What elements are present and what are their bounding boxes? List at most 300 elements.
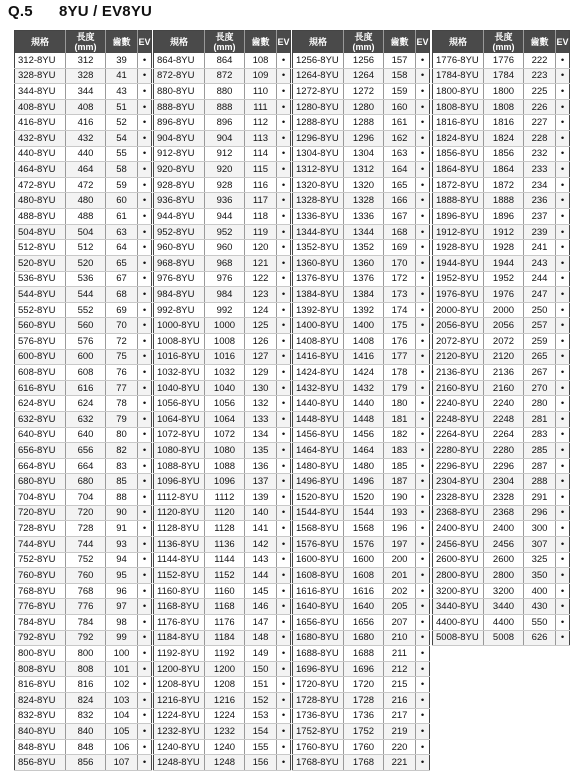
cell-length: 1280 [344,99,384,115]
table-row [433,224,570,240]
cell-spec: 1752-8YU [293,724,344,740]
cell-teeth: 133 [245,412,277,428]
table-row [15,755,152,771]
table-row [15,177,152,193]
cell-ev-mark: • [138,365,152,381]
header-spec: 規格 [433,31,484,54]
cell-teeth: 100 [106,646,138,662]
cell-ev-mark: • [556,474,570,490]
cell-length: 928 [205,177,245,193]
table-row [15,146,152,162]
cell-length: 936 [205,193,245,209]
cell-ev-mark: • [138,287,152,303]
cell-spec: 1800-8YU [433,84,484,100]
cell-teeth: 169 [384,240,416,256]
cell-ev-mark: • [416,318,430,334]
cell-teeth: 126 [245,333,277,349]
cell-length: 632 [66,412,106,428]
cell-length: 1000 [205,318,245,334]
cell-ev-mark: • [416,739,430,755]
cell-spec: 1688-8YU [293,646,344,662]
table-header-row [293,31,430,54]
cell-length: 1760 [344,739,384,755]
cell-teeth: 106 [106,739,138,755]
cell-teeth: 83 [106,458,138,474]
cell-length: 984 [205,287,245,303]
cell-length: 1360 [344,255,384,271]
cell-length: 872 [205,68,245,84]
cell-length: 992 [205,302,245,318]
cell-teeth: 164 [384,162,416,178]
cell-teeth: 219 [384,724,416,740]
cell-teeth: 111 [245,99,277,115]
cell-spec: 1656-8YU [293,614,344,630]
cell-teeth: 187 [384,474,416,490]
cell-length: 1432 [344,380,384,396]
cell-spec: 1128-8YU [154,521,205,537]
cell-ev-mark: • [277,568,291,584]
cell-length: 1128 [205,521,245,537]
cell-ev-mark: • [556,583,570,599]
cell-length: 1232 [205,724,245,740]
cell-spec: 1736-8YU [293,708,344,724]
cell-teeth: 160 [384,99,416,115]
table-row [15,68,152,84]
cell-ev-mark: • [138,505,152,521]
cell-ev-mark: • [416,474,430,490]
cell-teeth: 91 [106,521,138,537]
cell-ev-mark: • [277,240,291,256]
cell-length: 480 [66,193,106,209]
cell-teeth: 237 [524,209,556,225]
cell-teeth: 125 [245,318,277,334]
cell-teeth: 197 [384,536,416,552]
table-row [154,599,291,615]
cell-teeth: 270 [524,380,556,396]
cell-length: 1344 [344,224,384,240]
cell-teeth: 178 [384,365,416,381]
cell-spec: 560-8YU [15,318,66,334]
cell-length: 4400 [484,614,524,630]
cell-length: 1872 [484,177,524,193]
cell-length: 920 [205,162,245,178]
cell-teeth: 143 [245,552,277,568]
cell-length: 1784 [484,68,524,84]
table-row [293,536,430,552]
table-row [293,692,430,708]
cell-teeth: 550 [524,614,556,630]
cell-length: 1600 [344,552,384,568]
cell-length: 968 [205,255,245,271]
cell-ev-mark: • [138,739,152,755]
header-length: 長度 (mm) [66,31,106,54]
cell-teeth: 51 [106,99,138,115]
table-row [293,333,430,349]
cell-length: 624 [66,396,106,412]
table-row [15,84,152,100]
cell-spec: 1888-8YU [433,193,484,209]
cell-ev-mark: • [556,99,570,115]
cell-length: 1056 [205,396,245,412]
cell-teeth: 281 [524,412,556,428]
cell-length: 1096 [205,474,245,490]
table-row [293,193,430,209]
cell-length: 464 [66,162,106,178]
header-length: 長度 (mm) [484,31,524,54]
table-row [154,661,291,677]
cell-ev-mark: • [138,146,152,162]
cell-ev-mark: • [277,474,291,490]
cell-teeth: 105 [106,724,138,740]
table-row [154,536,291,552]
cell-ev-mark: • [277,490,291,506]
cell-ev-mark: • [416,458,430,474]
cell-spec: 2160-8YU [433,380,484,396]
cell-teeth: 165 [384,177,416,193]
cell-spec: 1680-8YU [293,630,344,646]
cell-spec: 2304-8YU [433,474,484,490]
table-row [15,209,152,225]
cell-length: 864 [205,53,245,68]
cell-ev-mark: • [416,287,430,303]
cell-spec: 576-8YU [15,333,66,349]
cell-length: 2280 [484,443,524,459]
cell-teeth: 300 [524,521,556,537]
table-row [154,255,291,271]
cell-teeth: 626 [524,630,556,646]
table-row [433,521,570,537]
cell-spec: 816-8YU [15,677,66,693]
cell-ev-mark: • [138,630,152,646]
cell-spec: 912-8YU [154,146,205,162]
cell-ev-mark: • [556,568,570,584]
cell-ev-mark: • [556,427,570,443]
cell-length: 1272 [344,84,384,100]
cell-spec: 1448-8YU [293,412,344,428]
cell-spec: 1912-8YU [433,224,484,240]
cell-teeth: 280 [524,396,556,412]
cell-spec: 1872-8YU [433,177,484,193]
table-row [154,474,291,490]
table-row [293,287,430,303]
cell-ev-mark: • [416,412,430,428]
table-row [15,458,152,474]
cell-teeth: 110 [245,84,277,100]
cell-spec: 720-8YU [15,505,66,521]
cell-length: 440 [66,146,106,162]
cell-teeth: 136 [245,458,277,474]
cell-ev-mark: • [138,552,152,568]
cell-ev-mark: • [138,255,152,271]
cell-ev-mark: • [277,115,291,131]
cell-ev-mark: • [277,53,291,68]
cell-length: 640 [66,427,106,443]
cell-teeth: 162 [384,131,416,147]
cell-length: 848 [66,739,106,755]
cell-teeth: 68 [106,287,138,303]
cell-teeth: 172 [384,271,416,287]
cell-length: 704 [66,490,106,506]
cell-spec: 1248-8YU [154,755,205,771]
table-row [433,255,570,271]
cell-teeth: 97 [106,599,138,615]
cell-spec: 704-8YU [15,490,66,506]
cell-ev-mark: • [416,255,430,271]
cell-length: 1160 [205,583,245,599]
cell-ev-mark: • [416,583,430,599]
table-row [433,209,570,225]
cell-spec: 432-8YU [15,131,66,147]
cell-length: 1736 [344,708,384,724]
cell-teeth: 72 [106,333,138,349]
cell-teeth: 108 [245,53,277,68]
cell-teeth: 239 [524,224,556,240]
cell-teeth: 118 [245,209,277,225]
cell-length: 3440 [484,599,524,615]
table-row [154,427,291,443]
table-row [293,177,430,193]
cell-ev-mark: • [556,162,570,178]
cell-ev-mark: • [277,505,291,521]
cell-teeth: 174 [384,302,416,318]
table-row [15,193,152,209]
table-row [154,131,291,147]
cell-spec: 1384-8YU [293,287,344,303]
cell-ev-mark: • [416,302,430,318]
cell-spec: 856-8YU [15,755,66,771]
table-row [15,474,152,490]
cell-ev-mark: • [277,224,291,240]
cell-ev-mark: • [277,677,291,693]
cell-teeth: 241 [524,240,556,256]
cell-length: 840 [66,724,106,740]
table-row [433,552,570,568]
cell-teeth: 114 [245,146,277,162]
cell-length: 1656 [344,614,384,630]
cell-teeth: 179 [384,380,416,396]
table-row [433,443,570,459]
table-row [15,53,152,68]
cell-teeth: 135 [245,443,277,459]
cell-teeth: 113 [245,131,277,147]
cell-spec: 1280-8YU [293,99,344,115]
cell-ev-mark: • [556,115,570,131]
cell-spec: 872-8YU [154,68,205,84]
cell-teeth: 79 [106,412,138,428]
cell-teeth: 215 [384,677,416,693]
cell-spec: 2240-8YU [433,396,484,412]
cell-ev-mark: • [277,443,291,459]
table-row [293,552,430,568]
table-row [433,412,570,428]
cell-ev-mark: • [138,84,152,100]
cell-teeth: 85 [106,474,138,490]
cell-teeth: 152 [245,692,277,708]
cell-teeth: 193 [384,505,416,521]
table-row [154,162,291,178]
table-row [154,302,291,318]
table-row [293,99,430,115]
table-row [15,490,152,506]
cell-length: 784 [66,614,106,630]
cell-spec: 1464-8YU [293,443,344,459]
cell-ev-mark: • [416,646,430,662]
cell-ev-mark: • [138,271,152,287]
spec-table [14,30,152,771]
cell-length: 1080 [205,443,245,459]
cell-ev-mark: • [277,552,291,568]
cell-teeth: 104 [106,708,138,724]
cell-teeth: 107 [106,755,138,771]
cell-spec: 1184-8YU [154,630,205,646]
cell-ev-mark: • [556,271,570,287]
cell-spec: 1192-8YU [154,646,205,662]
cell-spec: 616-8YU [15,380,66,396]
table-row [433,99,570,115]
cell-teeth: 267 [524,365,556,381]
table-row [154,568,291,584]
table-header-row [433,31,570,54]
cell-ev-mark: • [556,443,570,459]
cell-length: 1456 [344,427,384,443]
cell-spec: 1288-8YU [293,115,344,131]
cell-spec: 2456-8YU [433,536,484,552]
cell-length: 1152 [205,568,245,584]
cell-ev-mark: • [138,99,152,115]
cell-teeth: 210 [384,630,416,646]
cell-length: 1384 [344,287,384,303]
cell-spec: 1056-8YU [154,396,205,412]
cell-ev-mark: • [416,427,430,443]
cell-ev-mark: • [416,396,430,412]
cell-teeth: 232 [524,146,556,162]
cell-ev-mark: • [138,661,152,677]
table-row [154,224,291,240]
cell-spec: 1208-8YU [154,677,205,693]
table-row [15,427,152,443]
table-row [433,333,570,349]
cell-spec: 656-8YU [15,443,66,459]
cell-length: 664 [66,458,106,474]
cell-length: 1296 [344,131,384,147]
cell-length: 1240 [205,739,245,755]
cell-ev-mark: • [277,349,291,365]
table-row [15,536,152,552]
cell-teeth: 96 [106,583,138,599]
cell-length: 1720 [344,677,384,693]
cell-teeth: 170 [384,255,416,271]
table-row [15,692,152,708]
cell-length: 1976 [484,287,524,303]
cell-ev-mark: • [416,552,430,568]
cell-ev-mark: • [138,599,152,615]
cell-spec: 1344-8YU [293,224,344,240]
cell-spec: 1224-8YU [154,708,205,724]
cell-ev-mark: • [277,333,291,349]
table-row [15,505,152,521]
cell-teeth: 221 [384,755,416,771]
table-row [293,630,430,646]
cell-teeth: 137 [245,474,277,490]
cell-ev-mark: • [416,224,430,240]
cell-ev-mark: • [277,131,291,147]
cell-ev-mark: • [416,380,430,396]
cell-teeth: 123 [245,287,277,303]
cell-teeth: 145 [245,583,277,599]
table-row [293,474,430,490]
cell-teeth: 121 [245,255,277,271]
cell-length: 904 [205,131,245,147]
cell-spec: 808-8YU [15,661,66,677]
cell-length: 2120 [484,349,524,365]
cell-ev-mark: • [556,614,570,630]
cell-ev-mark: • [556,490,570,506]
cell-length: 1616 [344,583,384,599]
cell-teeth: 140 [245,505,277,521]
table-row [293,302,430,318]
cell-length: 560 [66,318,106,334]
cell-spec: 416-8YU [15,115,66,131]
cell-teeth: 116 [245,177,277,193]
cell-length: 656 [66,443,106,459]
cell-length: 472 [66,177,106,193]
cell-spec: 896-8YU [154,115,205,131]
table-row [15,646,152,662]
cell-length: 576 [66,333,106,349]
cell-ev-mark: • [556,53,570,68]
table-row [15,240,152,256]
cell-spec: 1720-8YU [293,677,344,693]
cell-spec: 792-8YU [15,630,66,646]
table-row [293,614,430,630]
table-row [293,724,430,740]
table-row [154,177,291,193]
cell-spec: 2120-8YU [433,349,484,365]
cell-length: 1400 [344,318,384,334]
table-row [15,99,152,115]
cell-spec: 1432-8YU [293,380,344,396]
cell-spec: 1168-8YU [154,599,205,615]
cell-spec: 640-8YU [15,427,66,443]
cell-ev-mark: • [277,318,291,334]
cell-teeth: 130 [245,380,277,396]
cell-teeth: 75 [106,349,138,365]
cell-length: 432 [66,131,106,147]
cell-spec: 1456-8YU [293,427,344,443]
cell-teeth: 167 [384,209,416,225]
cell-length: 5008 [484,630,524,646]
table-row [154,708,291,724]
cell-teeth: 173 [384,287,416,303]
cell-ev-mark: • [556,630,570,646]
cell-length: 416 [66,115,106,131]
cell-ev-mark: • [416,692,430,708]
cell-length: 1312 [344,162,384,178]
cell-spec: 984-8YU [154,287,205,303]
table-row [154,458,291,474]
cell-spec: 2328-8YU [433,490,484,506]
cell-ev-mark: • [277,646,291,662]
cell-teeth: 129 [245,365,277,381]
cell-spec: 1152-8YU [154,568,205,584]
cell-length: 3200 [484,583,524,599]
cell-ev-mark: • [416,365,430,381]
cell-length: 1776 [484,53,524,68]
page-title: Q.5 8YU / EV8YU [8,3,153,20]
cell-teeth: 244 [524,271,556,287]
cell-spec: 1096-8YU [154,474,205,490]
table-row [154,521,291,537]
